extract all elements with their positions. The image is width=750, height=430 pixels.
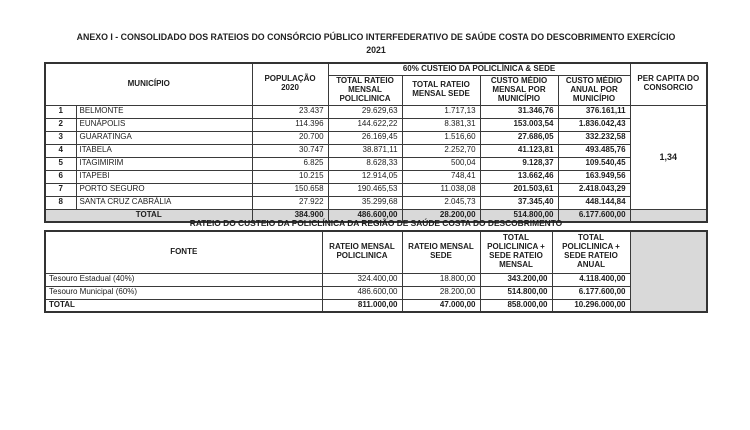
cell-row-number: 5 (45, 157, 76, 170)
cell-municipio: EUNÁPOLIS (76, 118, 252, 131)
cell-rateio-sede: 8.381,31 (402, 118, 480, 131)
header-rateio-mensal-policlinica: RATEIO MENSAL POLICLINICA (322, 231, 402, 273)
header-total-rateio-policlinica: TOTAL RATEIO MENSAL POLICLINICA (328, 75, 402, 105)
cell-rateio-sede: 2.252,70 (402, 144, 480, 157)
municipio-row (45, 118, 707, 131)
municipio-row (45, 170, 707, 183)
cell-rateio-policlinica: 144.622,22 (328, 118, 402, 131)
cell-municipio: GUARATINGA (76, 131, 252, 144)
cell-custo-mensal: 37.345,40 (480, 196, 558, 209)
rateio-total-row (45, 299, 707, 312)
cell-rateio-policlinica: 486.600,00 (322, 286, 402, 299)
cell-custo-mensal: 201.503,61 (480, 183, 558, 196)
rateio-table-title: RATEIO DO CUSTEIO DA POLICLÍNICA DA REGIÃO DE SAÚDE COSTA DO DESCOBRIMENTO (189, 218, 563, 228)
header-custo-medio-mensal: CUSTO MÉDIO MENSAL POR MUNICÍPIO (480, 75, 558, 105)
header-total-rateio-sede: TOTAL RATEIO MENSAL SEDE (402, 75, 480, 105)
cell-custo-mensal: 41.123,81 (480, 144, 558, 157)
cell-populacao: 23.437 (252, 105, 328, 118)
municipio-row (45, 183, 707, 196)
cell-rateio-sede: 28.200,00 (402, 286, 480, 299)
cell-rateio-sede: 500,04 (402, 157, 480, 170)
cell-rateio-sede: 748,41 (402, 170, 480, 183)
cell-rateio-sede: 18.800,00 (402, 273, 480, 286)
header-populacao: POPULAÇÃO 2020 (252, 63, 328, 105)
header-custeio-span: 60% CUSTEIO DA POLICLÍNICA & SEDE (328, 63, 630, 75)
cell-rateio-policlinica: 190.465,53 (328, 183, 402, 196)
cell-custo-anual: 163.949,56 (558, 170, 630, 183)
cell-per-capita: 1,34 (630, 105, 707, 209)
cell-custo-mensal: 27.686,05 (480, 131, 558, 144)
header-per-capita: PER CAPITA DO CONSORCIO (630, 63, 707, 105)
cell-rateio-policlinica: 12.914,05 (328, 170, 402, 183)
cell-rateio-sede: 11.038,08 (402, 183, 480, 196)
header-rateio-mensal-sede: RATEIO MENSAL SEDE (402, 231, 480, 273)
cell-rateio-policlinica: 35.299,68 (328, 196, 402, 209)
cell-custo-anual: 332.232,58 (558, 131, 630, 144)
cell-total-mensal: 514.800,00 (480, 286, 552, 299)
shaded-empty-column (630, 231, 707, 312)
cell-rateio-policlinica: 8.628,33 (328, 157, 402, 170)
header-span-row (45, 63, 707, 75)
cell-rateio-policlinica: 38.871,11 (328, 144, 402, 157)
total-rateio-sede: 47.000,00 (402, 299, 480, 312)
document-title-year: 2021 (366, 45, 386, 55)
cell-municipio: ITAPEBI (76, 170, 252, 183)
total-total-mensal: 858.000,00 (480, 299, 552, 312)
total-total-anual: 10.296.000,00 (552, 299, 630, 312)
total-rateio-sede: 28.200,00 (402, 209, 480, 222)
document-title (44, 31, 708, 57)
cell-row-number: 2 (45, 118, 76, 131)
total-custo-mensal: 514.800,00 (480, 209, 558, 222)
cell-custo-anual: 1.836.042,43 (558, 118, 630, 131)
header-total-policlinica-sede-anual: TOTAL POLICLINICA + SEDE RATEIO ANUAL (552, 231, 630, 273)
cell-custo-mensal: 153.003,54 (480, 118, 558, 131)
cell-populacao: 150.658 (252, 183, 328, 196)
cell-municipio: SANTA CRUZ CABRÁLIA (76, 196, 252, 209)
cell-custo-anual: 448.144,84 (558, 196, 630, 209)
cell-rateio-policlinica: 29.629,63 (328, 105, 402, 118)
total-label: TOTAL (45, 299, 322, 312)
consolidado-table (44, 62, 708, 223)
cell-row-number: 1 (45, 105, 76, 118)
rateio-header-row (45, 231, 707, 273)
cell-populacao: 30.747 (252, 144, 328, 157)
municipio-row (45, 196, 707, 209)
cell-custo-anual: 376.161,11 (558, 105, 630, 118)
header-fonte: FONTE (45, 231, 322, 273)
fonte-row (45, 273, 707, 286)
cell-rateio-sede: 1.516,60 (402, 131, 480, 144)
cell-populacao: 27.922 (252, 196, 328, 209)
cell-fonte: Tesouro Estadual (40%) (45, 273, 322, 286)
header-custo-medio-anual: CUSTO MÉDIO ANUAL POR MUNICÍPIO (558, 75, 630, 105)
cell-custo-mensal: 31.346,76 (480, 105, 558, 118)
cell-total-mensal: 343.200,00 (480, 273, 552, 286)
total-label: TOTAL (45, 209, 252, 222)
municipio-row (45, 131, 707, 144)
cell-row-number: 8 (45, 196, 76, 209)
municipio-row (45, 144, 707, 157)
cell-row-number: 7 (45, 183, 76, 196)
cell-rateio-sede: 1.717,13 (402, 105, 480, 118)
cell-row-number: 3 (45, 131, 76, 144)
cell-row-number: 4 (45, 144, 76, 157)
cell-row-number: 6 (45, 170, 76, 183)
cell-municipio: PORTO SEGURO (76, 183, 252, 196)
cell-municipio: ITAGIMIRIM (76, 157, 252, 170)
cell-rateio-policlinica: 26.169,45 (328, 131, 402, 144)
total-rateio-policlinica: 486.600,00 (328, 209, 402, 222)
cell-populacao: 6.825 (252, 157, 328, 170)
municipio-row (45, 105, 707, 118)
cell-municipio: ITABELA (76, 144, 252, 157)
cell-custo-anual: 493.485,76 (558, 144, 630, 157)
cell-populacao: 114.396 (252, 118, 328, 131)
header-total-policlinica-sede-mensal: TOTAL POLICLINICA + SEDE RATEIO MENSAL (480, 231, 552, 273)
fonte-row (45, 286, 707, 299)
cell-populacao: 20.700 (252, 131, 328, 144)
cell-rateio-sede: 2.045,73 (402, 196, 480, 209)
header-municipio: MUNICÍPIO (45, 63, 252, 105)
cell-rateio-policlinica: 324.400,00 (322, 273, 402, 286)
document-title-line1: ANEXO I - CONSOLIDADO DOS RATEIOS DO CONSÓRCIO PÚBLICO INTERFEDERATIVO DE SAÚDE COSTA DO DESCOBRIMENTO EXERCÍCIO (76, 32, 676, 42)
rateio-table (44, 230, 708, 313)
municipio-row (45, 157, 707, 170)
cell-municipio: BELMONTE (76, 105, 252, 118)
cell-fonte: Tesouro Municipal (60%) (45, 286, 322, 299)
cell-custo-mensal: 13.662,46 (480, 170, 558, 183)
cell-custo-anual: 2.418.043,29 (558, 183, 630, 196)
cell-total-anual: 4.118.400,00 (552, 273, 630, 286)
total-rateio-policlinica: 811.000,00 (322, 299, 402, 312)
total-custo-anual: 6.177.600,00 (558, 209, 630, 222)
cell-total-anual: 6.177.600,00 (552, 286, 630, 299)
cell-custo-anual: 109.540,45 (558, 157, 630, 170)
total-populacao: 384.900 (252, 209, 328, 222)
cell-populacao: 10.215 (252, 170, 328, 183)
cell-custo-mensal: 9.128,37 (480, 157, 558, 170)
